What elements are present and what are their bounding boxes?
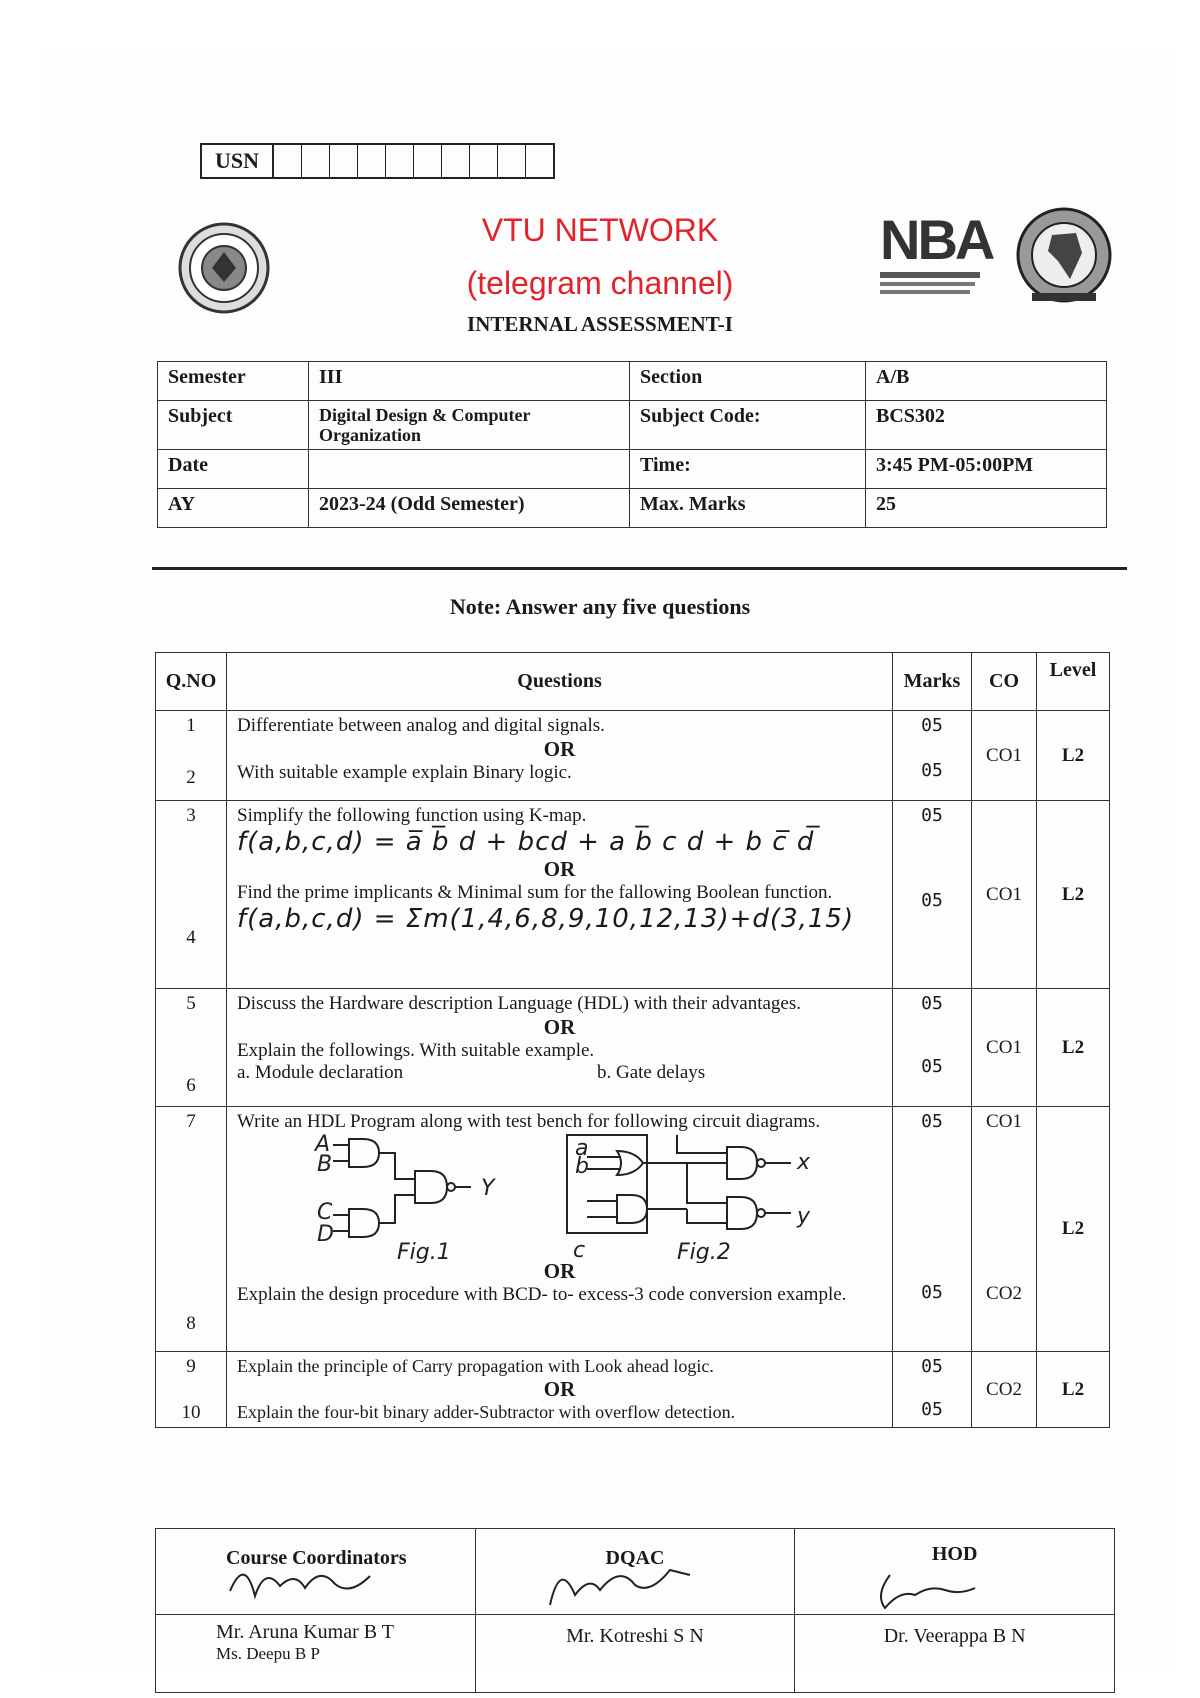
dqac-title: DQAC (475, 1529, 795, 1615)
question-cell (227, 989, 893, 1107)
usn-cell (498, 145, 526, 177)
marks-cell (893, 1352, 972, 1428)
coordinator-name-1: Mr. Aruna Kumar B T (216, 1621, 394, 1643)
usn-cell (330, 145, 358, 177)
usn-cell (470, 145, 498, 177)
section-value: A/B (866, 362, 1107, 401)
info-row (158, 401, 1107, 450)
q6-part-a: a. Module declaration (237, 1062, 404, 1083)
q2-text: With suitable example explain Binary logic. (237, 762, 572, 783)
note-text: Note: Answer any five questions (449, 594, 751, 619)
circuit2-label-c: c (573, 1238, 586, 1263)
co-cell: CO1 (972, 711, 1037, 801)
marks-cell (893, 1107, 972, 1352)
time-value: 3:45 PM-05:00PM (866, 450, 1107, 489)
exam-title: INTERNAL ASSESSMENT-I (467, 312, 733, 336)
usn-cell (386, 145, 414, 177)
coordinator-names (156, 1615, 476, 1693)
question-group (156, 1107, 1110, 1352)
subject-code-value: BCS302 (866, 401, 1107, 450)
qno-cell (156, 801, 227, 989)
q8-marks: 05 (921, 1282, 943, 1303)
marks-cell (893, 989, 972, 1107)
q5-marks: 05 (921, 993, 943, 1014)
or-separator: OR (543, 1377, 576, 1401)
hod-signature (870, 1570, 980, 1615)
semester-value: III (309, 362, 630, 401)
level-cell: L2 (1037, 711, 1110, 801)
question-group (156, 711, 1110, 801)
q7-co: CO1 (986, 1111, 1022, 1132)
q8-text: Explain the design procedure with BCD- to- excess-3 code conversion example. (237, 1284, 847, 1305)
col-co-header: CO (972, 653, 1037, 711)
hod-name: Dr. Veerappa B N (795, 1615, 1115, 1693)
level-cell: L2 (1037, 1107, 1110, 1352)
qno-cell (156, 1352, 227, 1428)
co-cell: CO2 (972, 1352, 1037, 1428)
max-marks-value: 25 (866, 489, 1107, 528)
table-header-row (156, 653, 1110, 711)
co-cell: CO1 (972, 989, 1037, 1107)
nba-logo (880, 208, 993, 302)
level-cell: L2 (1037, 1352, 1110, 1428)
info-row (158, 362, 1107, 401)
q3-number: 3 (186, 805, 196, 826)
circuit2-label-b: b (575, 1154, 589, 1179)
qno-cell (156, 1107, 227, 1352)
subject-code-label: Subject Code: (630, 401, 866, 450)
coordinator-signature (225, 1556, 375, 1606)
dqac-name: Mr. Kotreshi S N (475, 1615, 795, 1693)
or-separator: OR (543, 1259, 576, 1283)
exam-info-table (157, 361, 1107, 528)
or-separator: OR (543, 1015, 576, 1039)
co-cell: CO1 (972, 801, 1037, 989)
col-questions-header: Questions (227, 653, 893, 711)
usn-box (200, 143, 555, 179)
level-cell: L2 (1037, 801, 1110, 989)
q9-text: Explain the principle of Carry propagation with Look ahead logic. (237, 1356, 714, 1376)
q4-marks: 05 (921, 890, 943, 911)
subject-value-line2: Organization (319, 425, 421, 445)
fig2-caption: Fig.2 (677, 1240, 731, 1263)
or-separator: OR (543, 857, 576, 881)
marks-cell (893, 711, 972, 801)
divider-rule (152, 567, 1127, 570)
circuit-label-a: A (315, 1133, 331, 1157)
subject-value-line1: Digital Design & Computer (319, 405, 531, 425)
subject-label: Subject (158, 401, 309, 450)
question-cell (227, 801, 893, 989)
usn-cell (442, 145, 470, 177)
info-row (158, 489, 1107, 528)
marks-cell (893, 801, 972, 989)
usn-cell (274, 145, 302, 177)
circuit-label-c: C (317, 1200, 333, 1225)
circuit-diagrams (237, 1133, 877, 1263)
level-cell: L2 (1037, 989, 1110, 1107)
q4-number: 4 (186, 927, 196, 948)
semester-label: Semester (158, 362, 309, 401)
col-level-header: Level (1037, 653, 1110, 711)
usn-cell (526, 145, 553, 177)
q6-marks: 05 (921, 1056, 943, 1077)
q3-handwritten-function: f(a,b,c,d) = a̅ b̅ d + bcd + a b̅ c d + b c̅ d̅ (237, 827, 815, 857)
q7-number: 7 (186, 1111, 196, 1132)
qno-cell (156, 989, 227, 1107)
q1-text: Differentiate between analog and digital signals. (237, 715, 605, 736)
ay-value: 2023-24 (Odd Semester) (309, 489, 630, 528)
questions-table (155, 652, 1110, 1428)
question-group (156, 1352, 1110, 1428)
q4-handwritten-function: f(a,b,c,d) = Σm(1,4,6,8,9,10,12,13)+d(3,15) (237, 904, 855, 934)
q9-number: 9 (186, 1356, 196, 1377)
q2-number: 2 (186, 767, 196, 788)
q6-number: 6 (186, 1075, 196, 1096)
india-map-emblem-logo (1012, 205, 1117, 305)
q6-part-b: b. Gate delays (597, 1062, 706, 1083)
question-cell (227, 1352, 893, 1428)
q5-text: Discuss the Hardware description Language (HDL) with their advantages. (237, 993, 802, 1014)
ay-label: AY (158, 489, 309, 528)
q3-text: Simplify the following function using K-map. (237, 805, 587, 826)
col-qno-header: Q.NO (156, 653, 227, 711)
course-coordinators-title: Course Coordinators (156, 1529, 476, 1615)
q5-number: 5 (186, 993, 196, 1014)
hod-title: HOD (795, 1529, 1115, 1615)
qno-cell (156, 711, 227, 801)
usn-label: USN (202, 145, 274, 177)
q8-number: 8 (186, 1313, 196, 1334)
or-separator: OR (543, 737, 576, 761)
q1-number: 1 (186, 715, 196, 736)
question-cell (227, 711, 893, 801)
question-group (156, 801, 1110, 989)
q2-marks: 05 (921, 760, 943, 781)
q10-marks: 05 (921, 1399, 943, 1420)
co-cell (972, 1107, 1037, 1352)
usn-cell (358, 145, 386, 177)
subject-value (309, 401, 630, 450)
q4-text: Find the prime implicants & Minimal sum for the fallowing Boolean function. (237, 882, 833, 903)
col-marks-header: Marks (893, 653, 972, 711)
usn-cell (414, 145, 442, 177)
date-value (309, 450, 630, 489)
q1-marks: 05 (921, 715, 943, 736)
q10-number: 10 (181, 1402, 201, 1423)
question-group (156, 989, 1110, 1107)
dqac-signature (540, 1555, 700, 1610)
watermark-line2: (telegram channel) (466, 265, 734, 301)
q3-marks: 05 (921, 805, 943, 826)
nba-logo-text: NBA (880, 208, 993, 271)
circuit2-output-x: x (797, 1150, 811, 1175)
watermark-line1: VTU NETWORK (481, 212, 719, 248)
q8-co: CO2 (986, 1283, 1022, 1304)
section-label: Section (630, 362, 866, 401)
q6-text: Explain the followings. With suitable example. (237, 1040, 595, 1061)
usn-cell (302, 145, 330, 177)
circuit-label-d: D (317, 1222, 334, 1247)
q7-marks: 05 (921, 1111, 943, 1132)
circuit-label-b: B (317, 1152, 333, 1177)
q6-subparts (237, 1062, 882, 1084)
coordinator-name-2: Ms. Deepu B P (216, 1644, 320, 1663)
signature-names-row (156, 1615, 1115, 1693)
circuit-output-y: Y (481, 1176, 495, 1201)
date-label: Date (158, 450, 309, 489)
info-row (158, 450, 1107, 489)
fig1-caption: Fig.1 (397, 1240, 451, 1263)
question-cell (227, 1107, 893, 1352)
circuit2-label-a: a (575, 1136, 589, 1161)
q10-text: Explain the four-bit binary adder-Subtractor with overflow detection. (237, 1402, 736, 1422)
circuit2-output-y: y (797, 1204, 811, 1229)
time-label: Time: (630, 450, 866, 489)
q7-text: Write an HDL Program along with test bench for following circuit diagrams. (237, 1111, 821, 1132)
q9-marks: 05 (921, 1356, 943, 1377)
max-marks-label: Max. Marks (630, 489, 866, 528)
